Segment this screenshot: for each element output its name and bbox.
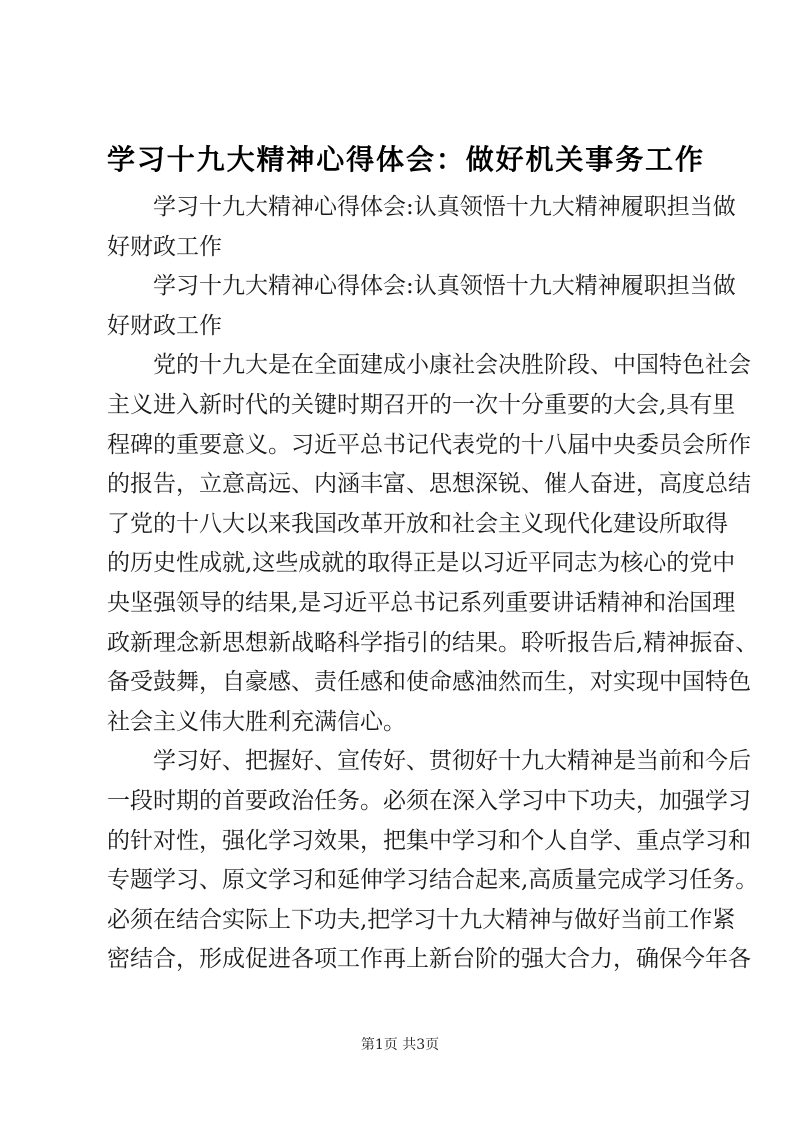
text-line: 学习十九大精神心得体会:认真领悟十九大精神履职担当做: [153, 273, 736, 300]
text-line: 密结合，形成促进各项工作再上新台阶的强大合力，确保今年各: [107, 946, 751, 973]
text-line: 党的十九大是在全面建成小康社会决胜阶段、中国特色社会: [153, 352, 751, 379]
text-line: 好财政工作: [107, 233, 222, 260]
document-body: [107, 188, 759, 980]
text-line: 政新理念新思想新战略科学指引的结果。聆听报告后,精神振奋、: [107, 629, 759, 656]
text-line: 央坚强领导的结果,是习近平总书记系列重要讲话精神和治国理: [107, 589, 736, 616]
text-line: 专题学习、原文学习和延伸学习结合起来,高质量完成学习任务。: [107, 867, 759, 894]
text-line: 了党的十八大以来我国改革开放和社会主义现代化建设所取得: [107, 510, 728, 537]
text-line: 社会主义伟大胜利充满信心。: [107, 708, 406, 735]
text-line: 一段时期的首要政治任务。必须在深入学习中下功夫，加强学习: [107, 787, 751, 814]
text-line: 学习十九大精神心得体会:认真领悟十九大精神履职担当做: [153, 194, 736, 220]
text-line: 的历史性成就,这些成就的取得正是以习近平同志为核心的党中: [107, 550, 736, 577]
text-line: 主义进入新时代的关键时期召开的一次十分重要的大会,具有里: [107, 391, 736, 418]
text-line: 学习好、把握好、宣传好、贯彻好十九大精神是当前和今后: [153, 748, 751, 775]
paragraph: [107, 742, 759, 980]
page-number: 第1页 共3页: [360, 1037, 440, 1053]
text-line: 备受鼓舞，自豪感、责任感和使命感油然而生，对实现中国特色: [107, 669, 751, 696]
paragraph: [107, 267, 736, 346]
text-line: 好财政工作: [107, 312, 222, 339]
document-title: 学习十九大精神心得体会：做好机关事务工作: [107, 143, 703, 176]
text-line: 必须在结合实际上下功夫,把学习十九大精神与做好当前工作紧: [107, 906, 736, 933]
paragraph: [107, 188, 736, 267]
text-line: 的针对性，强化学习效果，把集中学习和个人自学、重点学习和: [107, 827, 751, 854]
paragraph: [107, 346, 759, 742]
text-line: 的报告，立意高远、内涵丰富、思想深锐、催人奋进，高度总结: [107, 471, 751, 498]
text-line: 程碑的重要意义。习近平总书记代表党的十八届中央委员会所作: [107, 431, 751, 458]
